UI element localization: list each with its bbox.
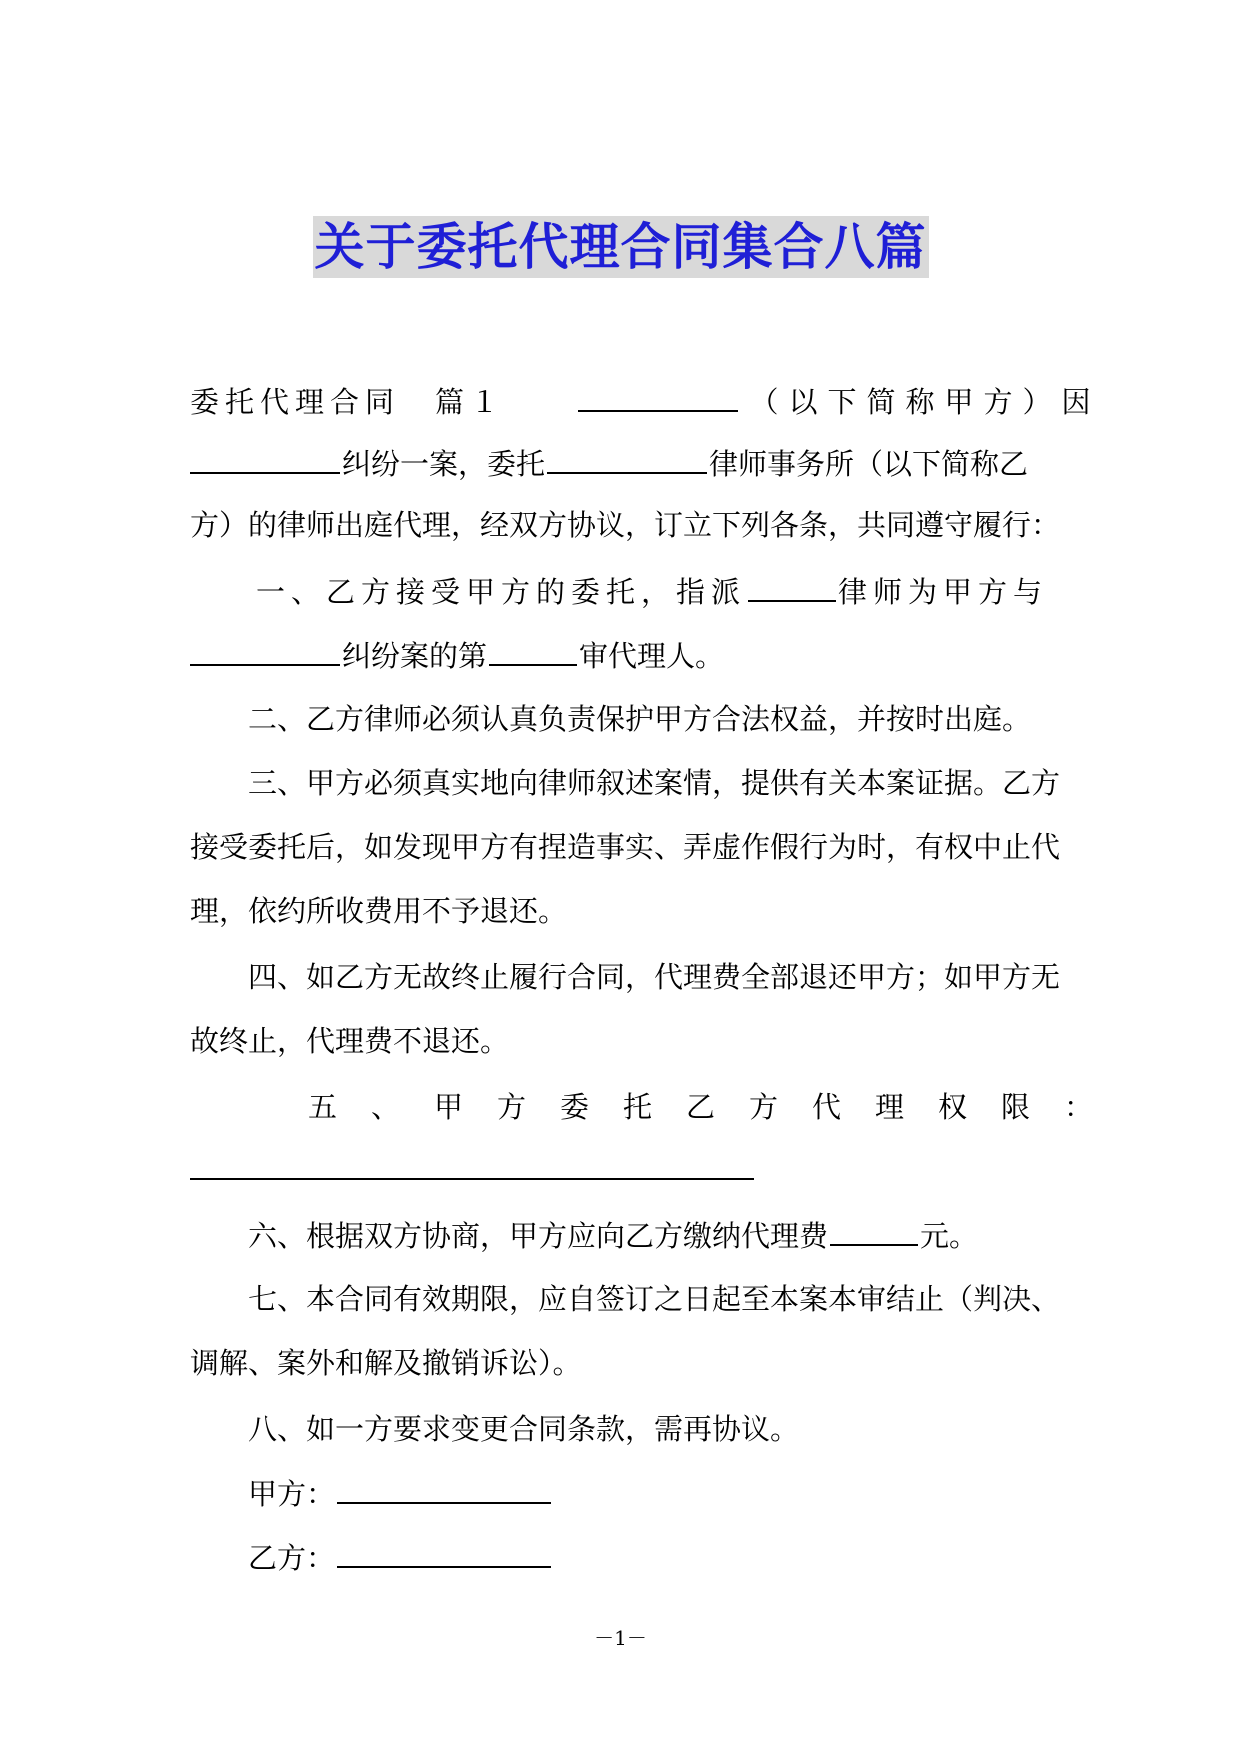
sign-party-b (190, 1536, 1056, 1578)
clause1-text-a: 一、乙方接受甲方的委托，指派 (256, 575, 747, 609)
para1-line1 (190, 380, 1101, 422)
para1-text-d: 方）的律师出庭代理，经双方协议，订立下列各条，共同遵守履行： (190, 508, 1061, 542)
clause2-text: 二、乙方律师必须认真负责保护甲方合法权益，并按时出庭。 (248, 702, 1032, 736)
clause7-line2 (190, 1342, 1056, 1384)
clause7-text-1: 七、本合同有效期限，应自签订之日起至本案本审结止（判决、 (248, 1282, 1061, 1316)
clause2-line (190, 698, 1056, 740)
clause3-line3 (190, 890, 1056, 932)
clause4-line2 (190, 1020, 1056, 1062)
sign-party-b-label: 乙方： (248, 1541, 336, 1575)
clause1-text-d: 审代理人。 (579, 639, 725, 673)
clause5-line (190, 1086, 1128, 1128)
para1-heading: 委托代理合同 篇１ (190, 385, 506, 419)
blank-party-a (578, 380, 738, 412)
clause3-text-2: 接受委托后，如发现甲方有捏造事实、弄虚作假行为时，有权中止代 (190, 830, 1061, 864)
blank-fee (830, 1214, 918, 1246)
clause4-line1 (190, 956, 1061, 998)
clause5-blank-line (190, 1148, 1056, 1190)
clause1-text-c: 纠纷案的第 (342, 639, 488, 673)
clause3-line1 (190, 762, 1061, 804)
clause4-text-1: 四、如乙方无故终止履行合同，代理费全部退还甲方；如甲方无 (248, 960, 1061, 994)
blank-law-firm (547, 442, 707, 474)
page-footer (0, 1622, 1241, 1651)
clause7-text-2: 调解、案外和解及撤销诉讼）。 (190, 1346, 582, 1380)
para1-line2 (190, 442, 1056, 484)
clause7-line1 (190, 1278, 1061, 1320)
blank-sign-party-a (337, 1472, 551, 1504)
clause3-line2 (190, 826, 1061, 868)
clause6-text-b: 元。 (920, 1219, 979, 1253)
para1-text-b: 纠纷一案，委托 (342, 447, 546, 481)
clause3-text-3: 理，依约所收费用不予退还。 (190, 894, 568, 928)
clause8-text: 八、如一方要求变更合同条款，需再协议。 (248, 1412, 800, 1446)
document-title: 关于委托代理合同集合八篇 (314, 218, 927, 276)
blank-sign-party-b (337, 1536, 551, 1568)
blank-instance (489, 634, 577, 666)
blank-authority-scope (190, 1148, 754, 1180)
sign-party-a-label: 甲方： (248, 1477, 336, 1511)
clause6-line (190, 1214, 1056, 1256)
para1-text-a: （以下简称甲方）因 (749, 385, 1101, 419)
page-number: －1－ (594, 1626, 647, 1650)
clause5-text: 五、甲方委托乙方代理权限： (308, 1090, 1128, 1124)
clause6-text-a: 六、根据双方协商，甲方应向乙方缴纳代理费 (248, 1219, 829, 1253)
clause1-line2 (190, 634, 1056, 676)
clause4-text-2: 故终止，代理费不退还。 (190, 1024, 510, 1058)
para1-line3 (190, 504, 1061, 546)
blank-lawyer (748, 570, 836, 602)
blank-party-b (190, 442, 340, 474)
para1-text-c: 律师事务所（以下简称乙 (709, 447, 1029, 481)
blank-case (190, 634, 340, 666)
title-container (0, 216, 1241, 278)
clause1-line1 (190, 570, 1056, 612)
clause1-text-b: 律师为甲方与 (838, 575, 1049, 609)
clause3-text-1: 三、甲方必须真实地向律师叙述案情，提供有关本案证据。乙方 (248, 766, 1061, 800)
sign-party-a (190, 1472, 1056, 1514)
clause8-line (190, 1408, 1056, 1450)
